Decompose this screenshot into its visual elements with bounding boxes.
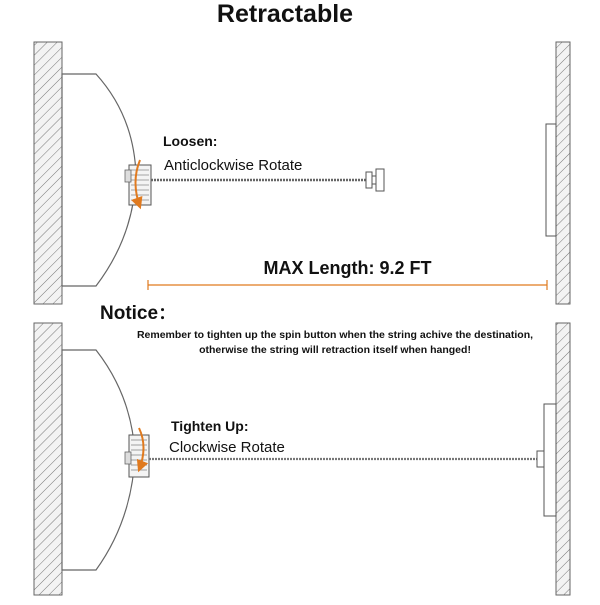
anticlockwise-label: Anticlockwise Rotate <box>164 157 303 174</box>
right-wall-bottom <box>556 323 570 595</box>
diagram-title: Retractable <box>216 0 354 28</box>
spin-button-bottom <box>129 435 149 477</box>
string-hook-end-icon <box>537 451 544 467</box>
tighten-up-label: Tighten Up: <box>171 418 249 434</box>
bottom-panel <box>34 323 570 595</box>
reel-hub-top <box>125 170 131 182</box>
notice-heading: Notice： <box>100 303 178 324</box>
loosen-label: Loosen: <box>163 133 218 149</box>
clockwise-label: Clockwise Rotate <box>169 439 285 456</box>
left-wall-bottom <box>34 323 62 595</box>
reel-body-bottom <box>62 350 135 570</box>
string-end-clip-icon <box>366 169 384 191</box>
hook-plate-top <box>546 124 556 236</box>
max-length-label: MAX Length: 9.2 FT <box>263 258 432 278</box>
hook-plate-bottom <box>544 404 556 516</box>
notice-line-1: Remember to tighten up the spin button when the string achive the destination, <box>136 329 534 341</box>
reel-hub-bottom <box>125 452 131 464</box>
notice-line-2: otherwise the string will retraction itself when hanged! <box>199 344 471 356</box>
